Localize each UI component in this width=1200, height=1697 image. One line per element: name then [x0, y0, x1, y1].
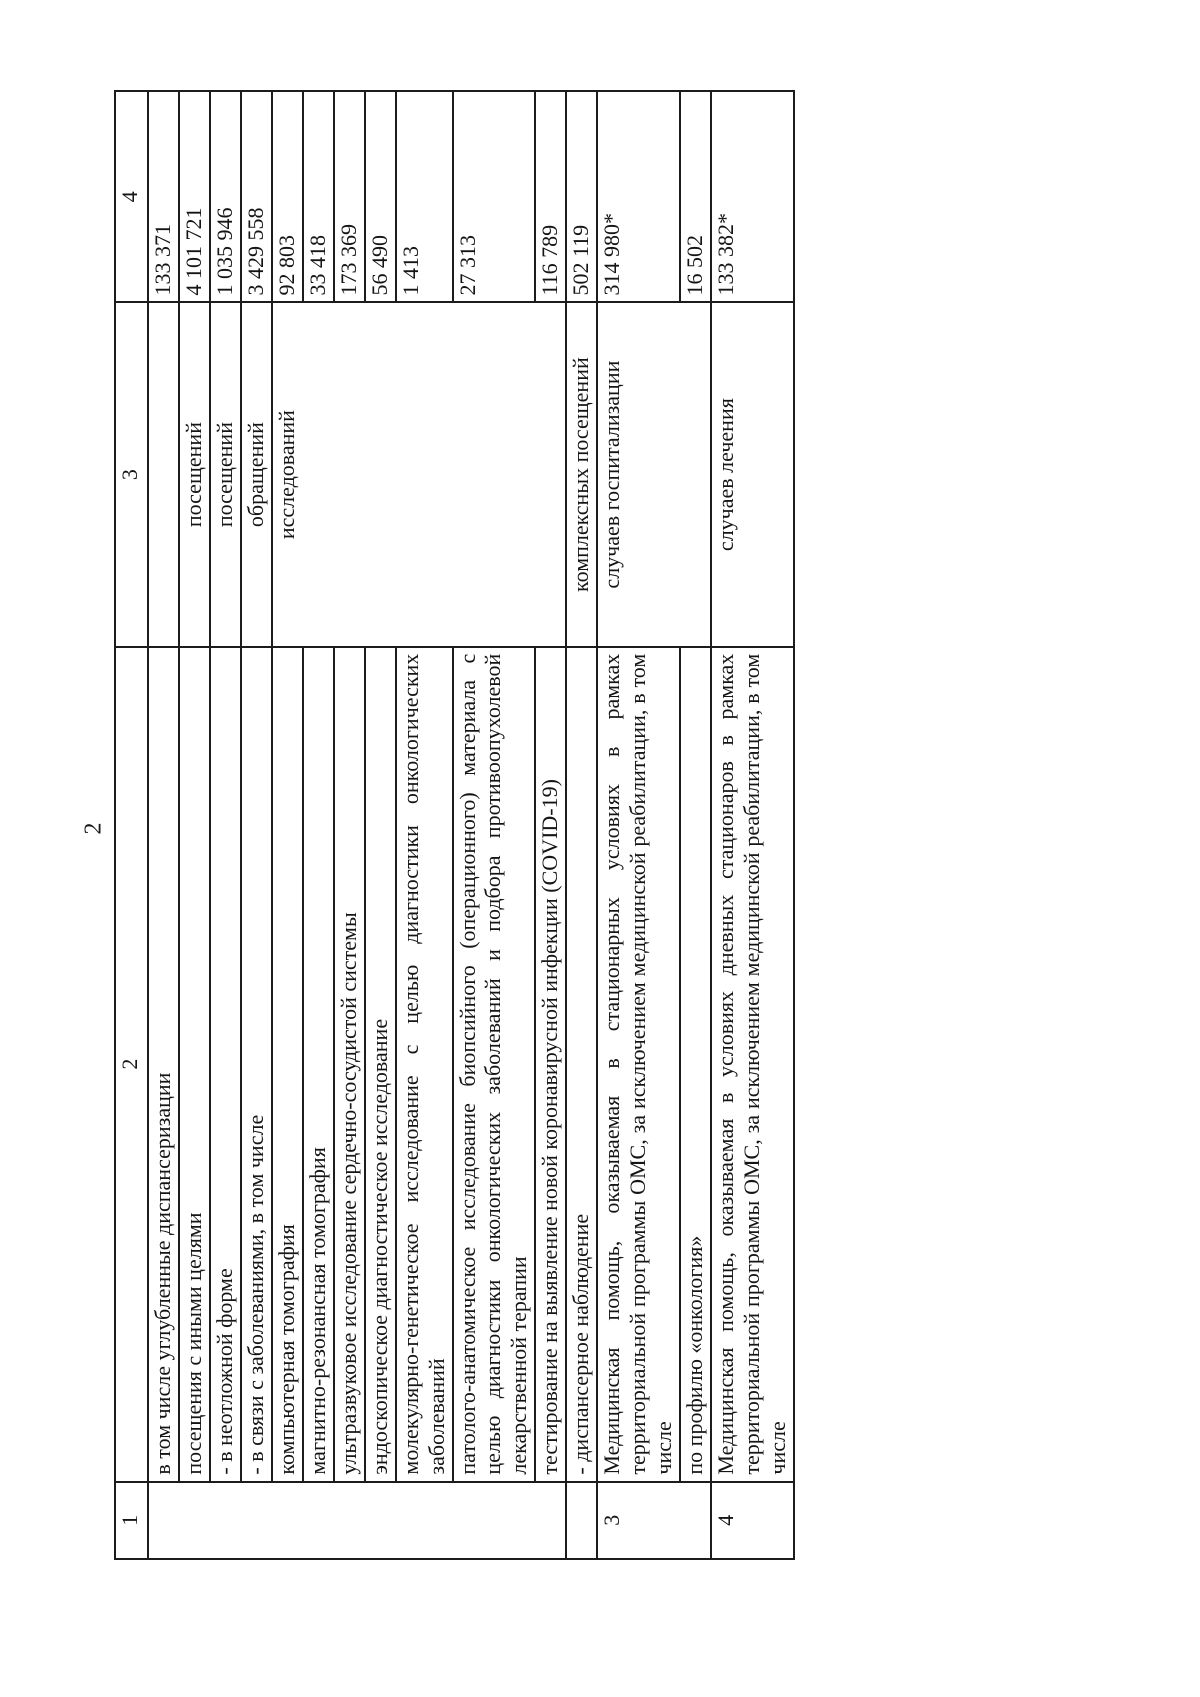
header-col-2: 2: [115, 647, 148, 1482]
row-value: 27 313: [453, 91, 536, 303]
row-unit: посещений: [210, 303, 241, 647]
table-row: [597, 91, 680, 1559]
row-value: 1 035 946: [210, 91, 241, 303]
row-unit: случаев госпитализации: [597, 303, 711, 647]
row-value: 133 382*: [711, 91, 794, 303]
row-name: компьютерная томография: [272, 647, 303, 1482]
row-value: 314 980*: [597, 91, 680, 303]
row-number: [148, 1482, 179, 1559]
row-value: 33 418: [303, 91, 334, 303]
table-row: [566, 91, 597, 1559]
row-number: [303, 1482, 334, 1559]
row-name: - в неотложной форме: [210, 647, 241, 1482]
row-name: ультразвуковое исследование сердечно-сосудистой системы: [334, 647, 365, 1482]
row-unit: обращений: [241, 303, 272, 647]
row-number: 4: [711, 1482, 794, 1559]
row-number: [272, 1482, 303, 1559]
row-value: 16 502: [680, 91, 711, 303]
row-value: 1 413: [396, 91, 453, 303]
row-name: магнитно-резонансная томография: [303, 647, 334, 1482]
row-name: в том числе углубленные диспансеризации: [148, 647, 179, 1482]
table-row: [711, 91, 794, 1559]
row-name: эндоскопическое диагностическое исследование: [365, 647, 396, 1482]
row-number: [566, 1482, 597, 1559]
row-name: тестирование на выявление новой коронавирусной инфекции (COVID-19): [535, 647, 566, 1482]
page-number: 2: [80, 822, 107, 835]
row-number: [334, 1482, 365, 1559]
header-col-3: 3: [115, 303, 148, 647]
row-name: молекулярно-генетическое исследование с целью диагностики онкологических заболеваний: [396, 647, 453, 1482]
row-unit: случаев лечения: [711, 303, 794, 647]
row-unit: [148, 303, 179, 647]
row-number: [241, 1482, 272, 1559]
row-value: 116 789: [535, 91, 566, 303]
row-number: [396, 1482, 453, 1559]
row-name: - в связи с заболеваниями, в том числе: [241, 647, 272, 1482]
row-value: 133 371: [148, 91, 179, 303]
row-number: [365, 1482, 396, 1559]
rotated-table-container: [114, 90, 1200, 1560]
row-value: 4 101 721: [179, 91, 210, 303]
volume-table: [114, 90, 795, 1560]
row-number: [179, 1482, 210, 1559]
row-name: Медицинская помощь, оказываемая в условиях дневных стационаров в рамках территориальной программы ОМС, за исключением медицинской реабилитации, в том числе: [711, 647, 794, 1482]
row-number: 3: [597, 1482, 711, 1559]
table-row: [241, 91, 272, 1559]
row-value: 173 369: [334, 91, 365, 303]
row-unit: комплексных посещений: [566, 303, 597, 647]
header-col-1: 1: [115, 1482, 148, 1559]
table-row: [210, 91, 241, 1559]
row-name: по профилю «онкология»: [680, 647, 711, 1482]
row-name: - диспансерное наблюдение: [566, 647, 597, 1482]
row-value: 3 429 558: [241, 91, 272, 303]
header-col-4: 4: [115, 91, 148, 303]
row-number: [535, 1482, 566, 1559]
row-value: 92 803: [272, 91, 303, 303]
row-value: 56 490: [365, 91, 396, 303]
row-name: посещения с иными целями: [179, 647, 210, 1482]
row-name: Медицинская помощь, оказываемая в стационарных условиях в рамках территориальной программы ОМС, за исключением медицинской реабилитации, в том числе: [597, 647, 680, 1482]
table-row: [272, 91, 303, 1559]
row-unit: исследований: [272, 303, 567, 647]
table-row: [148, 91, 179, 1559]
row-number: [210, 1482, 241, 1559]
row-number: [453, 1482, 536, 1559]
table-header-row: [115, 91, 148, 1559]
row-unit: посещений: [179, 303, 210, 647]
row-value: 502 119: [566, 91, 597, 303]
table-row: [179, 91, 210, 1559]
row-name: патолого-анатомическое исследование биопсийного (операционного) материала с целью диагностики онкологических заболеваний и подбора противоопухолевой лекарственной терапии: [453, 647, 536, 1482]
